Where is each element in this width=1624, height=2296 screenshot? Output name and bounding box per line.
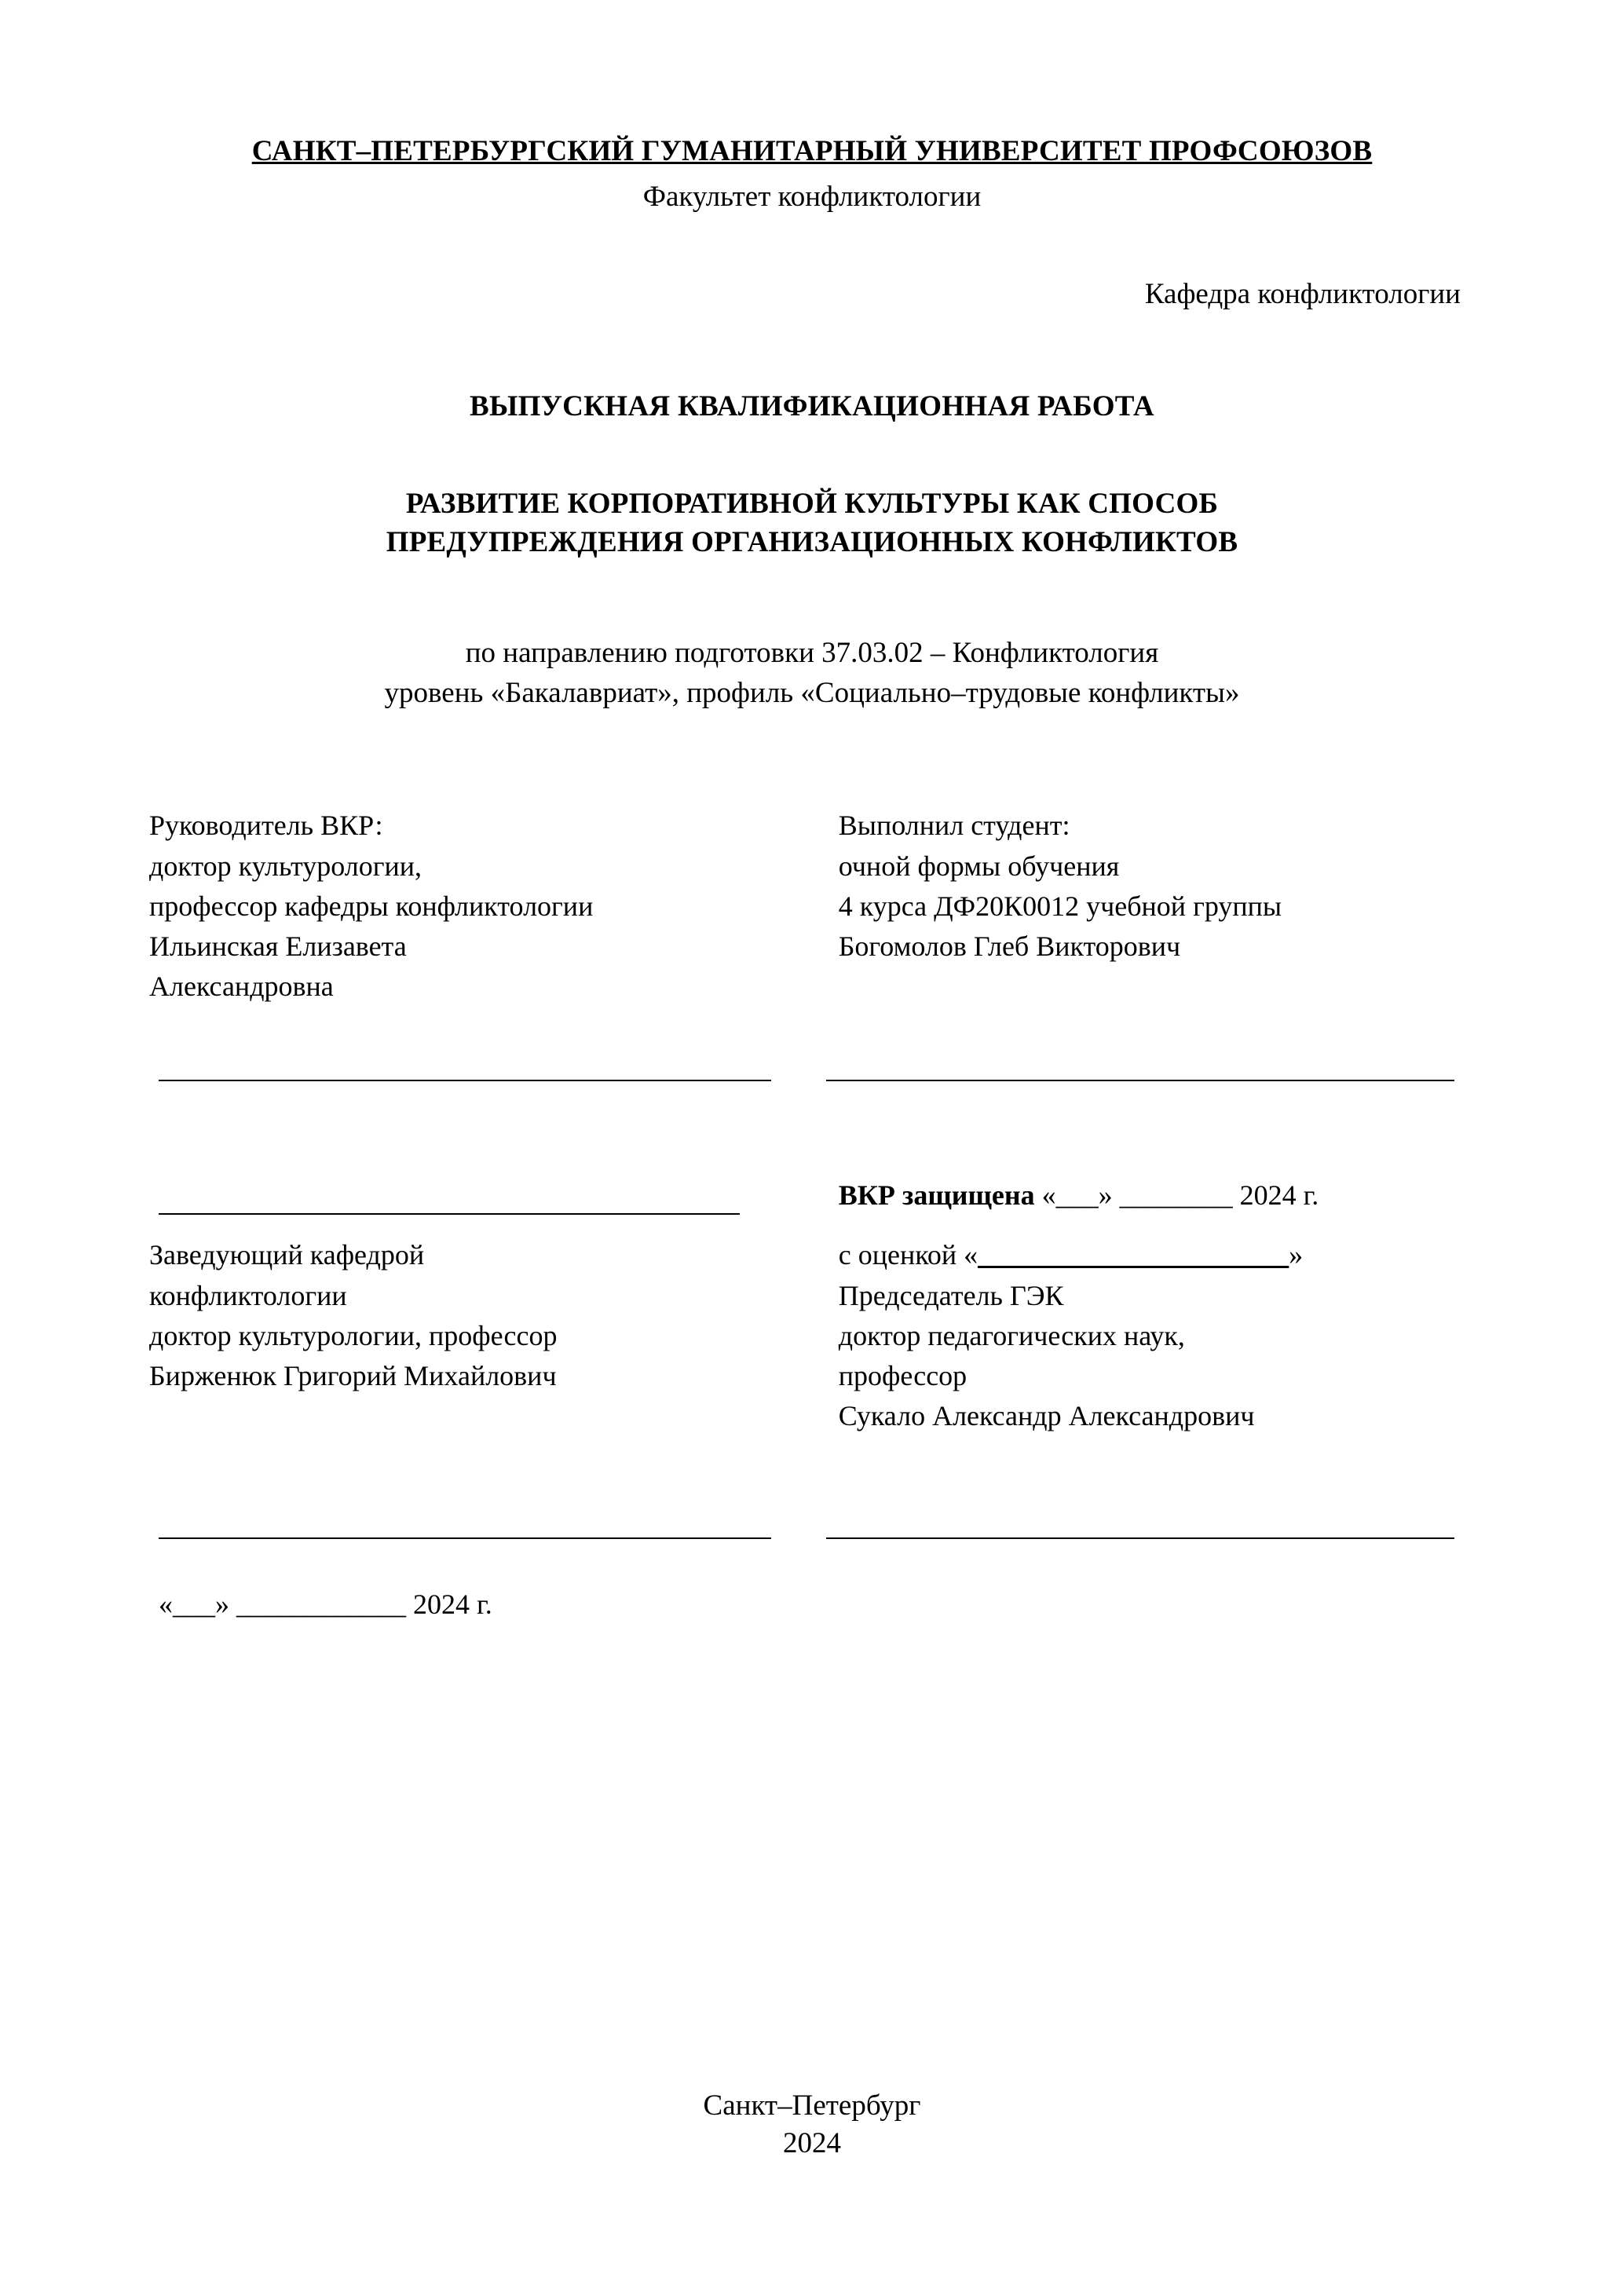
- defense-year: 2024 г.: [1239, 1179, 1319, 1212]
- footer: [0, 2087, 1624, 2163]
- head-title-line-1: Заведующий кафедрой: [149, 1239, 425, 1271]
- student-label: Выполнил студент:: [838, 810, 1070, 842]
- thesis-title: [149, 484, 1475, 563]
- thesis-title-line-1: РАЗВИТИЕ КОРПОРАТИВНОЙ КУЛЬТУРЫ КАК СПОСОБ: [405, 487, 1219, 520]
- chairman-name: Сукало Александр Александрович: [838, 1399, 1255, 1431]
- supervisor-label: Руководитель ВКР:: [149, 810, 383, 842]
- head-name: Бирженюк Григорий Михайлович: [149, 1359, 557, 1391]
- grade-suffix: »: [1289, 1239, 1304, 1271]
- signature-row-1: [149, 1079, 1475, 1081]
- head-of-department-block: [149, 1235, 839, 1436]
- student-form: очной формы обучения: [838, 850, 1120, 882]
- faculty-name: Факультет конфликтологии: [642, 181, 982, 214]
- supervisor-name-line-1: Ильинская Елизавета: [149, 930, 407, 962]
- city: Санкт–Петербург: [703, 2089, 921, 2122]
- people-block: [149, 806, 1475, 1007]
- student-group: 4 курса ДФ20К0012 учебной группы: [838, 890, 1282, 922]
- head-title-line-2: конфликтологии: [149, 1279, 347, 1311]
- thesis-title-line-2: ПРЕДУПРЕЖДЕНИЯ ОРГАНИЗАЦИОННЫХ КОНФЛИКТОВ: [386, 526, 1238, 559]
- defense-date-blank: «___» ________: [1041, 1179, 1233, 1212]
- student-block: [839, 806, 1475, 1007]
- chairman-signature-line: [826, 1537, 1454, 1539]
- department-name: Кафедра конфликтологии: [1144, 277, 1461, 310]
- year: 2024: [783, 2126, 841, 2159]
- defense-info: [839, 1175, 1475, 1215]
- chairman-degree: доктор педагогических наук,: [838, 1319, 1185, 1351]
- supervisor-signature-line: [159, 1079, 771, 1081]
- roles-block: [149, 1235, 1475, 1436]
- head-degree: доктор культурологии, профессор: [149, 1319, 558, 1351]
- university-name: САНКТ–ПЕТЕРБУРГСКИЙ ГУМАНИТАРНЫЙ УНИВЕРСИТЕТ ПРОФСОЮЗОВ: [251, 135, 1373, 167]
- program-level: уровень «Бакалавриат», профиль «Социально–трудовые конфликты»: [384, 677, 1240, 710]
- chairman-block: [839, 1235, 1475, 1436]
- student-signature-line: [826, 1079, 1454, 1081]
- supervisor-position: профессор кафедры конфликтологии: [149, 890, 594, 922]
- grade-prefix: с оценкой «: [838, 1239, 978, 1271]
- head-signature-line-2: [159, 1537, 771, 1539]
- chairman-label: Председатель ГЭК: [838, 1279, 1064, 1311]
- program-direction: по направлению подготовки 37.03.02 – Конфликтология: [465, 637, 1159, 670]
- grade-line: [839, 1235, 1475, 1275]
- defense-label: ВКР защищена: [838, 1179, 1035, 1212]
- head-signature-cell: [149, 1212, 839, 1215]
- supervisor-block: [149, 806, 839, 1007]
- grade-blank: ______________________: [978, 1239, 1289, 1271]
- student-name: Богомолов Глеб Викторович: [838, 930, 1181, 962]
- defense-row: [149, 1175, 1475, 1215]
- head-signature-line: [159, 1212, 740, 1215]
- date-blank: «___» ____________ 2024 г.: [159, 1588, 492, 1620]
- document-type: ВЫПУСКНАЯ КВАЛИФИКАЦИОННАЯ РАБОТА: [470, 389, 1154, 422]
- supervisor-name-line-2: Александровна: [149, 970, 334, 1002]
- program-info: [149, 633, 1475, 713]
- supervisor-degree: доктор культурологии,: [149, 850, 422, 882]
- signature-row-2: [149, 1537, 1475, 1539]
- chairman-position: профессор: [838, 1359, 967, 1391]
